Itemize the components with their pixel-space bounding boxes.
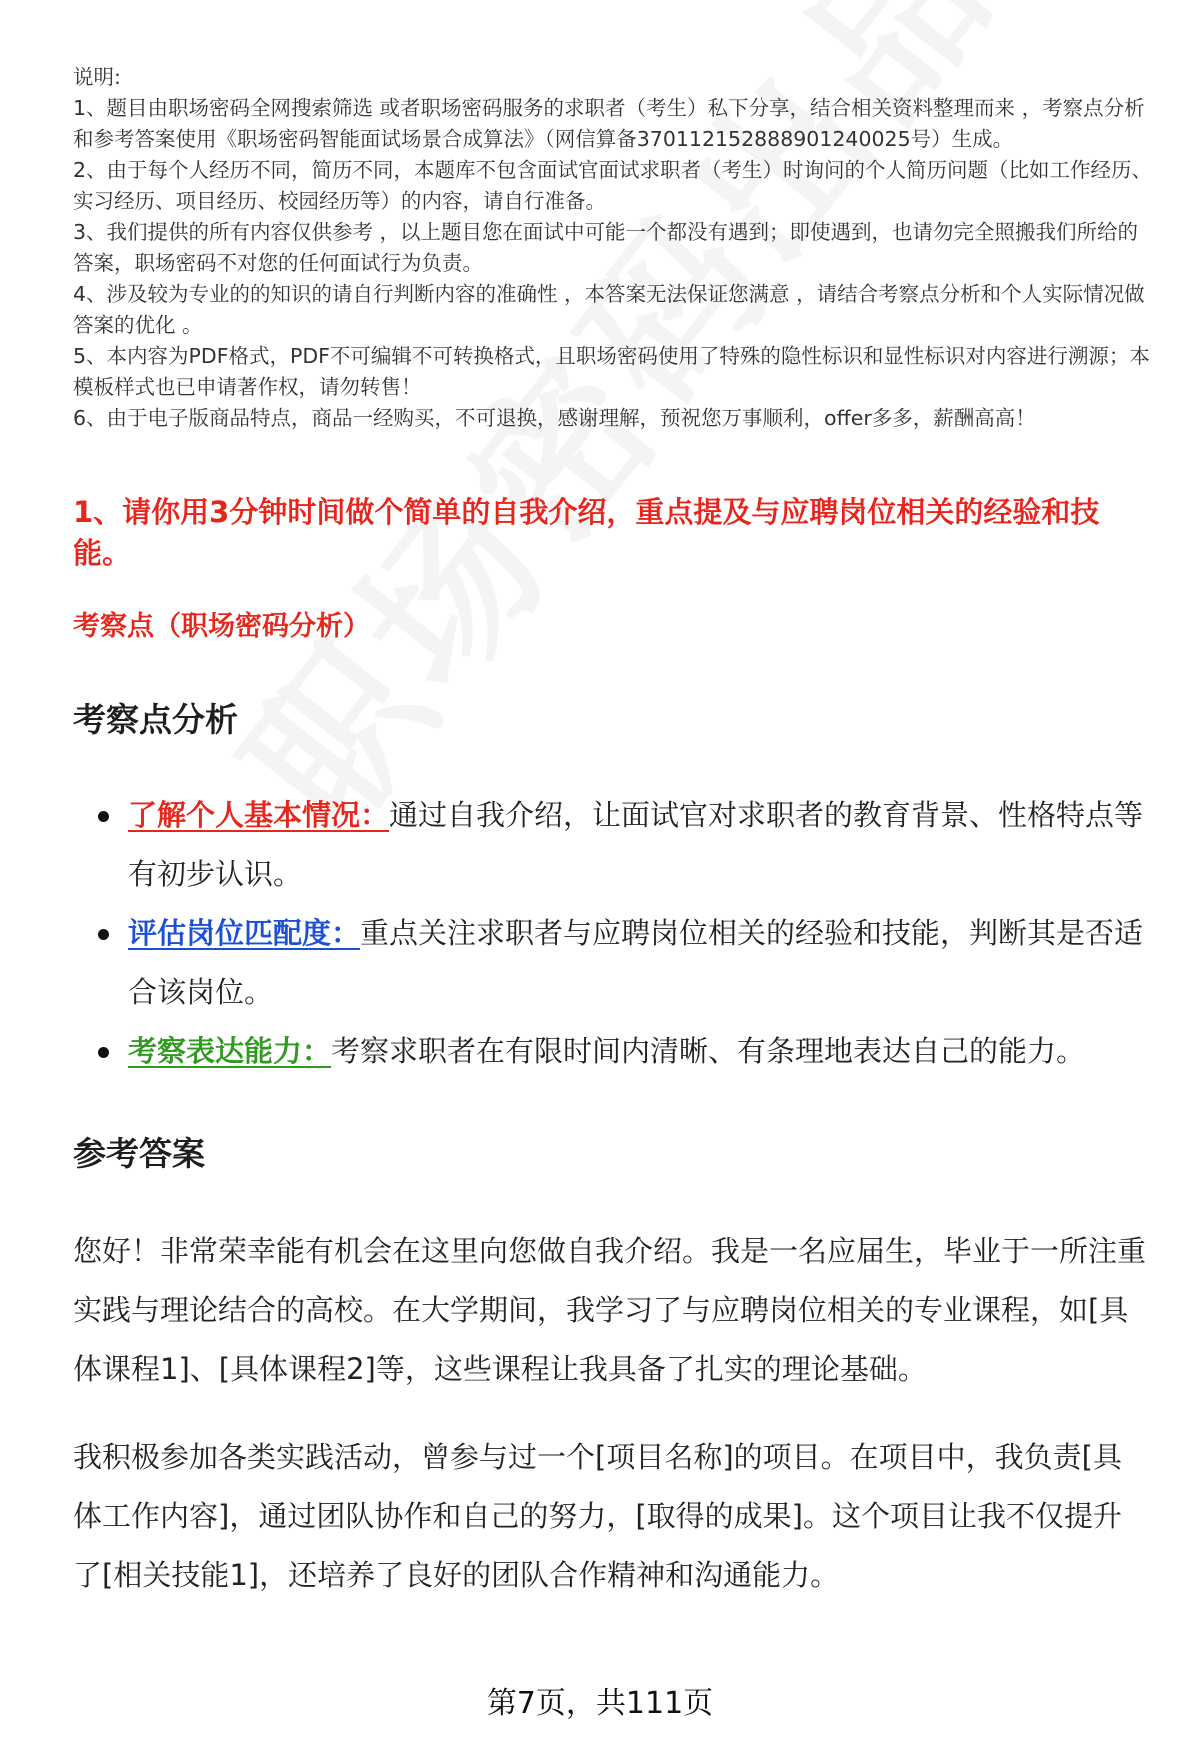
note-item: 3、我们提供的所有内容仅供参考 ，以上题目您在面试中可能一个都没有遇到；即使遇到，也请勿完全照搬我们所给的答案，职场密码不对您的任何面试行为负责。 bbox=[73, 220, 1139, 275]
note-item: 4、涉及较为专业的的知识的请自行判断内容的准确性 ，本答案无法保证您满意 ，请结合考察点分析和个人实际情况做答案的优化 。 bbox=[73, 282, 1145, 337]
bullet-icon bbox=[98, 811, 109, 822]
analysis-keyword: 了解个人基本情况： bbox=[128, 798, 390, 832]
analysis-text: 考察求职者在有限时间内清晰、有条理地表达自己的能力。 bbox=[331, 1034, 1086, 1068]
note-item: 1、题目由职场密码全网搜索筛选 或者职场密码服务的求职者（考生）私下分享，结合相关资料整理而来 ，考察点分析和参考答案使用《职场密码智能面试场景合成算法》（网信算备370112152888901240025号）生成。 bbox=[73, 96, 1145, 151]
page-number: 第7页，共111页 bbox=[486, 1686, 714, 1721]
analysis-list bbox=[73, 786, 1153, 1081]
analysis-keyword: 考察表达能力： bbox=[128, 1034, 332, 1068]
note-item: 5、本内容为PDF格式，PDF不可编辑不可转换格式，且职场密码使用了特殊的隐性标识和显性标识对内容进行溯源；本模板样式也已申请著作权，请勿转售！ bbox=[73, 344, 1150, 399]
question-title: 1、请你用3分钟时间做个简单的自我介绍，重点提及与应聘岗位相关的经验和技能。 bbox=[73, 495, 1100, 570]
analysis-text: 重点关注求职者与应聘岗位相关的经验和技能，判断其是否适合该岗位。 bbox=[128, 916, 1144, 1009]
answer-paragraph: 您好！非常荣幸能有机会在这里向您做自我介绍。我是一名应届生，毕业于一所注重实践与理论结合的高校。在大学期间，我学习了与应聘岗位相关的专业课程，如[具体课程1]、[具体课程2]等，这些课程让我具备了扎实的理论基础。 bbox=[73, 1234, 1147, 1386]
answer-paragraph: 我积极参加各类实践活动，曾参与过一个[项目名称]的项目。在项目中，我负责[具体工作内容]，通过团队协作和自己的努力，[取得的成果]。这个项目让我不仅提升了[相关技能1]，还培养了良好的团队合作精神和沟通能力。 bbox=[73, 1440, 1122, 1592]
disclaimer-notes bbox=[73, 62, 1158, 434]
bullet-icon bbox=[98, 1047, 109, 1058]
analysis-text: 通过自我介绍，让面试官对求职者的教育背景、性格特点等有初步认识。 bbox=[128, 798, 1144, 891]
analysis-item bbox=[73, 904, 1153, 1022]
analysis-keyword: 评估岗位匹配度： bbox=[128, 916, 361, 950]
bullet-icon bbox=[98, 929, 109, 940]
analysis-item bbox=[73, 786, 1153, 904]
note-item: 6、由于电子版商品特点，商品一经购买，不可退换，感谢理解，预祝您万事顺利，offer多多，薪酬高高！ bbox=[73, 406, 1036, 430]
points-label: 考察点（职场密码分析） bbox=[73, 611, 370, 642]
note-item: 2、由于每个人经历不同，简历不同，本题库不包含面试官面试求职者（考生）时询问的个人简历问题（比如工作经历、实习经历、项目经历、校园经历等）的内容，请自行准备。 bbox=[73, 158, 1153, 213]
notes-heading: 说明: bbox=[73, 65, 121, 89]
analysis-heading: 考察点分析 bbox=[73, 700, 238, 739]
answer-heading: 参考答案 bbox=[73, 1134, 205, 1173]
analysis-item bbox=[73, 1022, 1153, 1081]
